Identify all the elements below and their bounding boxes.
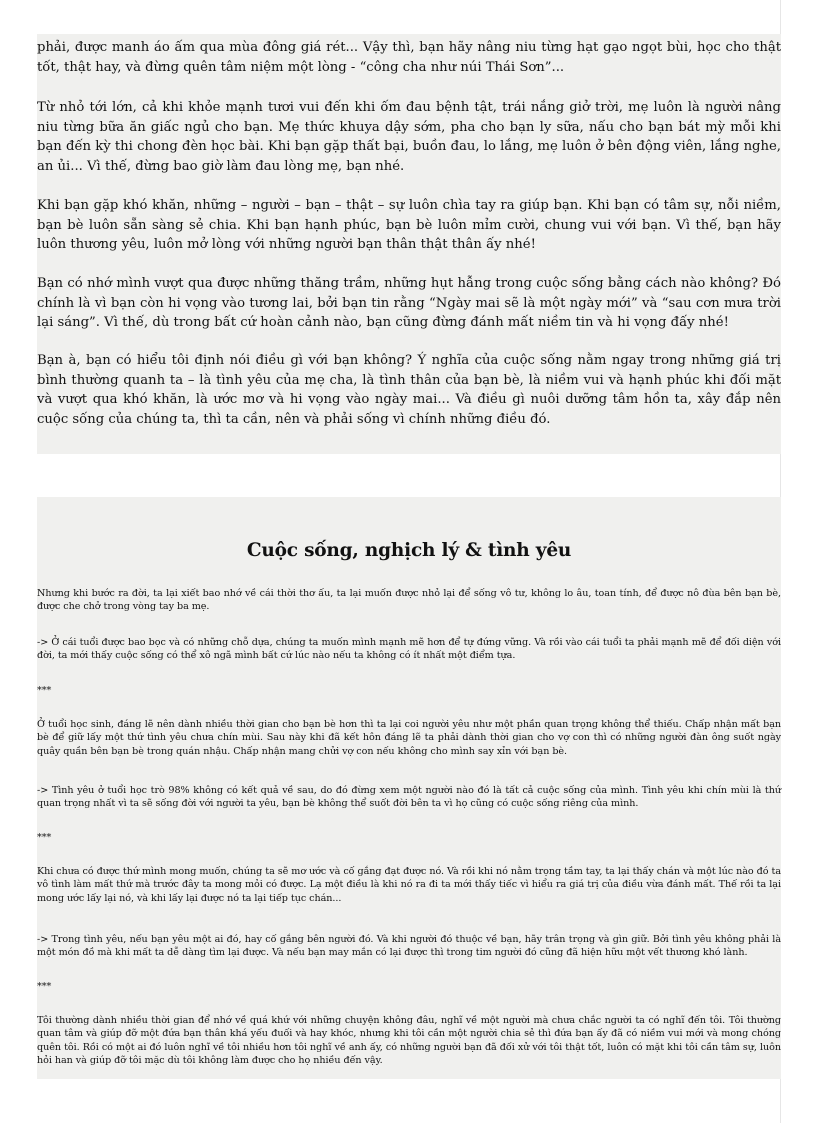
paragraph: Khi bạn gặp khó khăn, những – người – bạn – thật – sự luôn chìa tay ra giúp bạn. Khi bạn có tâm sự, nỗi niềm, bạn bè luôn sẵn sàng sẻ chia. Khi bạn hạnh phúc, bạn bè luôn mỉm cười, chung vui với bạn. Vì thế, bạn hãy luôn thương yêu, luôn mở lòng với những người bạn thân thật thân ấy nhé! (37, 198, 781, 252)
paragraph: Từ nhỏ tới lớn, cả khi khỏe mạnh tươi vui đến khi ốm đau bệnh tật, trái nắng giở trời, mẹ luôn là người nâng niu từng bữa ăn giấc ngủ cho bạn. Mẹ thức khuya dậy sớm, pha cho bạn ly sữa, nấu cho bạn bát mỳ mỗi khi bạn đến kỳ thi chong đèn học bài. Khi bạn gặp thất bại, buồn đau, lo lắng, mẹ luôn ở bên động viên, lắng nghe, an ủi... Vì thế, đừng bao giờ làm đau lòng mẹ, bạn nhé. (37, 100, 781, 174)
paragraph: Ở tuổi học sinh, đáng lẽ nên dành nhiều thời gian cho bạn bè hơn thì ta lại coi người yêu như một phần quan trọng không thể thiếu. Chấp nhận mất bạn bè để giữ lấy một thứ tình yêu chưa chín mùi. Sau này khi đã kết hôn đáng lẽ ta phải dành thời gian cho vợ con thì có những người đàn ông suốt ngày quây quần bên bạn bè trong quán nhậu. Chấp nhận mang chửi vợ con nếu không cho mình say xỉn với bạn bè. (37, 719, 781, 757)
article-section (37, 497, 781, 1079)
paragraph: -> Tình yêu ở tuổi học trò 98% không có kết quả về sau, do đó đừng xem một người nào đó là tất cả cuộc sống của mình. Tình yêu khi chín mùi là thứ quan trọng nhất vì ta sẽ sống đời với người ta yêu, bạn bè không thể suốt đời bên ta vì họ cũng có cuộc sống riêng của mình. (37, 785, 781, 810)
paragraph: Nhưng khi bước ra đời, ta lại xiết bao nhớ về cái thời thơ ấu, ta lại muốn được nhỏ lại để sống vô tư, không lo âu, toan tính, để được nô đùa bên bạn bè, được che chở trong vòng tay ba mẹ. (37, 588, 781, 613)
paragraph: phải, được manh áo ấm qua mùa đông giá rét... Vậy thì, bạn hãy nâng niu từng hạt gạo ngọt bùi, học cho thật tốt, thật hay, và đừng quên tâm niệm một lòng - “công cha như núi Thái Sơn”... (37, 40, 781, 75)
paragraph: Khi chưa có được thứ mình mong muốn, chúng ta sẽ mơ ước và cố gắng đạt được nó. Và rồi khi nó nằm trọng tầm tay, ta lại thấy chán và một lúc nào đó ta vô tình làm mất thứ mà trước đây ta mong mỏi có được. Lạ một điều là khi nó ra đi ta mới thấy tiếc vì hiểu ra giá trị của điều vừa đánh mất. Thế rồi ta lại mong ước lấy lại nó, và khi lấy lại được nó ta lại tiếp tục chán... (37, 866, 781, 904)
paragraph: Tôi thường dành nhiều thời gian để nhớ về quá khứ với những chuyện không đâu, nghĩ về một người mà chưa chắc người ta có nghĩ đến tôi. Tôi thường quan tâm và giúp đỡ một đứa bạn thân khá yếu đuối và hay khóc, nhưng khi tôi cần một người chia sẻ thì đứa bạn ấy đã có niềm vui mới và mong chóng quên tôi. Rồi có một ai đó luôn nghĩ về tôi nhiều hơn tôi nghĩ về anh ấy, có những người bạn đã đối xử với tôi thật tốt, luôn có mặt khi tôi cần tâm sự, luôn hỏi han và giúp đỡ tôi mặc dù tôi không làm được cho họ nhiều đến vậy. (37, 1015, 781, 1067)
paragraph: -> Trong tình yêu, nếu bạn yêu một ai đó, hay cố gắng bên người đó. Và khi người đó thuộc về bạn, hãy trân trọng và gìn giữ. Bởi tình yêu không phải là một món đồ mà khi mất ta dễ dàng tìm lại được. Và nếu bạn may mắn có lại được thì trong tim người đó cũng đã hiện hữu một vết thương khó lành. (37, 934, 781, 959)
separator-asterisks: *** (37, 832, 52, 843)
paragraph: Bạn có nhớ mình vượt qua được những thăng trầm, những hụt hẫng trong cuộc sống bằng cách nào không? Đó chính là vì bạn còn hi vọng vào tương lai, bởi bạn tin rằng “Ngày mai sẽ là một ngày mới” và “sau cơn mưa trời lại sáng”. Vì thế, dù trong bất cứ hoàn cảnh nào, bạn cũng đừng đánh mất niềm tin và hi vọng đấy nhé! (37, 276, 781, 330)
section-continued-text (37, 34, 781, 454)
paragraph: Bạn à, bạn có hiểu tôi định nói điều gì với bạn không? Ý nghĩa của cuộc sống nằm ngay trong những giá trị bình thường quanh ta – là tình yêu của mẹ cha, là tình thân của bạn bè, là niềm vui và hạnh phúc khi đối mặt và vượt qua khó khăn, là ước mơ và hi vọng vào ngày mai... Và điều gì nuôi dưỡng tâm hồn ta, xây đắp nên cuộc sống của chúng ta, thì ta cần, nên và phải sống vì chính những điều đó. (37, 353, 781, 427)
separator-asterisks: *** (37, 685, 52, 696)
separator-asterisks: *** (37, 981, 52, 992)
paragraph: -> Ở cái tuổi được bao bọc và có những chỗ dựa, chúng ta muốn mình mạnh mẽ hơn để tự đứng vững. Và rồi vào cái tuổi ta phải mạnh mẽ để đối diện với đời, ta mới thấy cuộc sống có thể xô ngã mình bất cứ lúc nào nếu ta không có ít nhất một điểm tựa. (37, 637, 781, 662)
article-title: Cuộc sống, nghịch lý & tình yêu (246, 540, 572, 561)
